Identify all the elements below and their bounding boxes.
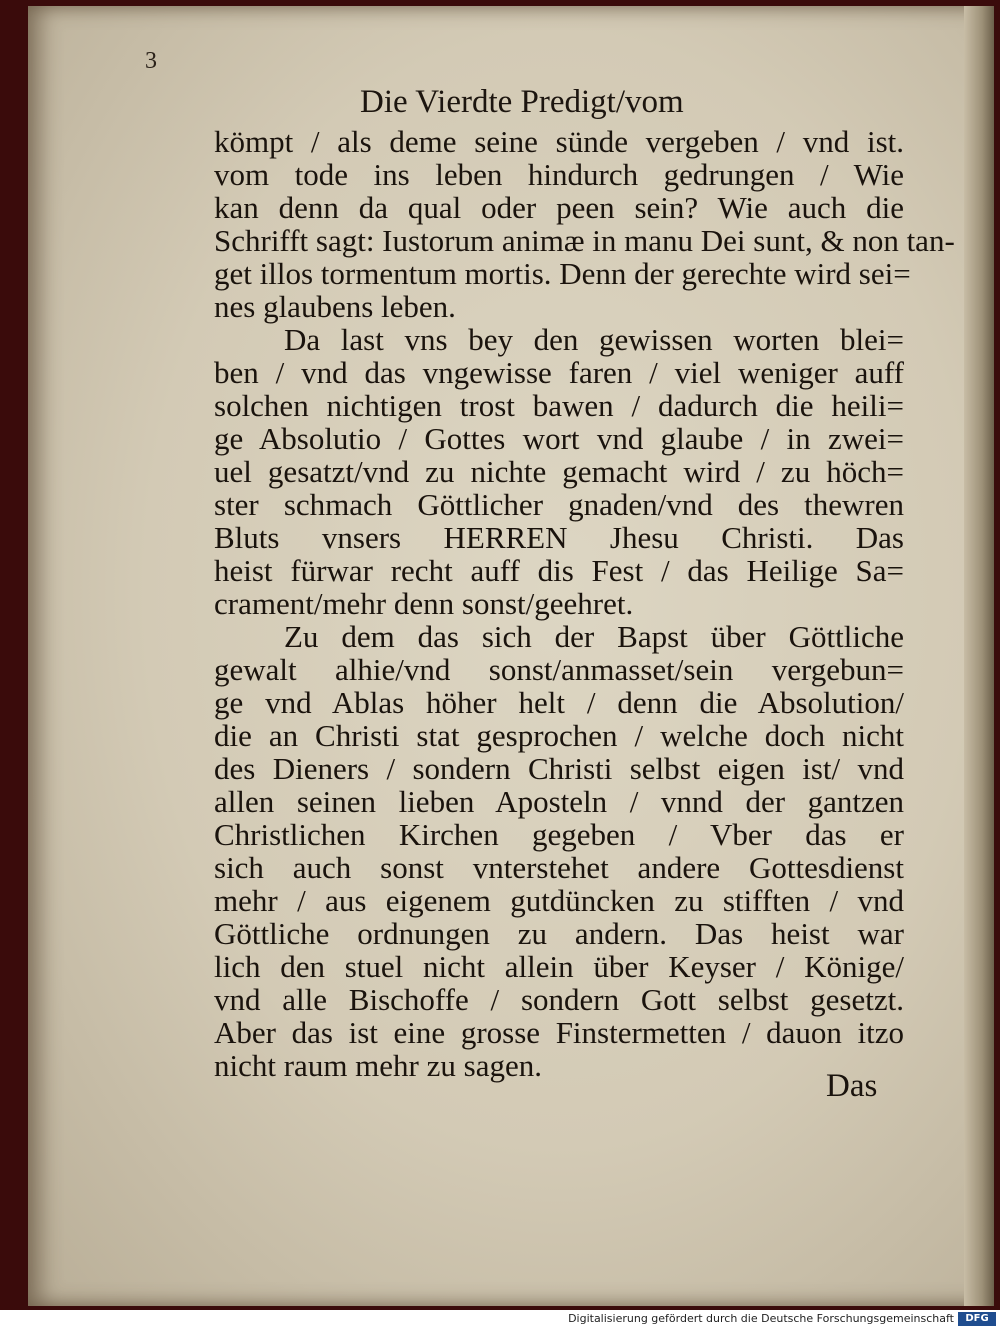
text-line: lich den stuel nicht allein über Keyser / Könige/ (214, 949, 904, 984)
text-line: ge vnd Ablas höher helt / denn die Absolution/ (214, 685, 904, 720)
catchword: Das (826, 1068, 878, 1104)
text-line: crament/mehr denn sonst/geehret. (214, 586, 634, 621)
text-line: uel gesatzt/vnd zu nichte gemacht wird / zu höch= (214, 454, 904, 489)
text-line: allen seinen lieben Aposteln / vnnd der gantzen (214, 784, 904, 819)
text-line: heist fürwar recht auff dis Fest / das Heilige Sa= (214, 553, 904, 588)
text-line: kömpt / als deme seine sünde vergeben / vnd ist. (214, 124, 904, 159)
text-line: Bluts vnsers HERREN Jhesu Christi. Das (214, 520, 904, 555)
text-line: die an Christi stat gesprochen / welche doch nicht (214, 718, 904, 753)
text-line: gewalt alhie/vnd sonst/anmasset/sein vergebun= (214, 652, 904, 687)
text-line: nes glaubens leben. (214, 289, 456, 324)
body-text (214, 124, 955, 1083)
text-line: mehr / aus eigenem gutdüncken zu stifften / vnd (214, 883, 904, 918)
text-line: Christlichen Kirchen gegeben / Vber das er (214, 817, 904, 852)
text-line: get illos tormentum mortis. Denn der gerechte wird sei= (214, 256, 911, 291)
text-line: solchen nichtigen trost bawen / dadurch die heili= (214, 388, 904, 423)
footer-bar (0, 1310, 1000, 1328)
text-line: vnd alle Bischoffe / sondern Gott selbst gesetzt. (214, 982, 904, 1017)
text-line: vom tode ins leben hindurch gedrungen / Wie (214, 157, 904, 192)
text-line: Schrifft sagt: Iustorum animæ in manu Dei sunt, & non tan- (214, 223, 955, 258)
text-line: ster schmach Göttlicher gnaden/vnd des thewren (214, 487, 904, 522)
text-line: Da last vns bey den gewissen worten blei= (284, 322, 904, 357)
text-line: kan denn da qual oder peen sein? Wie auch die (214, 190, 904, 225)
dfg-logo: DFG (958, 1312, 996, 1326)
text-line: Aber das ist eine grosse Finstermetten / dauon itzo (214, 1015, 904, 1050)
page-spine-shadow (964, 6, 994, 1306)
text-line: ben / vnd das vngewisse faren / viel weniger auff (214, 355, 904, 390)
signature-mark: 3 (145, 48, 157, 74)
running-head: Die Vierdte Predigt/vom (360, 84, 684, 120)
footer-credit: Digitalisierung gefördert durch die Deutsche Forschungsgemeinschaft (568, 1312, 954, 1325)
text-line: Göttliche ordnungen zu andern. Das heist war (214, 916, 904, 951)
text-line: sich auch sonst vnterstehet andere Gottesdienst (214, 850, 904, 885)
text-line: ge Absolutio / Gottes wort vnd glaube / in zwei= (214, 421, 904, 456)
text-line: nicht raum mehr zu sagen. (214, 1048, 542, 1083)
text-line: des Dieners / sondern Christi selbst eigen ist/ vnd (214, 751, 904, 786)
text-line: Zu dem das sich der Bapst über Göttliche (284, 619, 904, 654)
